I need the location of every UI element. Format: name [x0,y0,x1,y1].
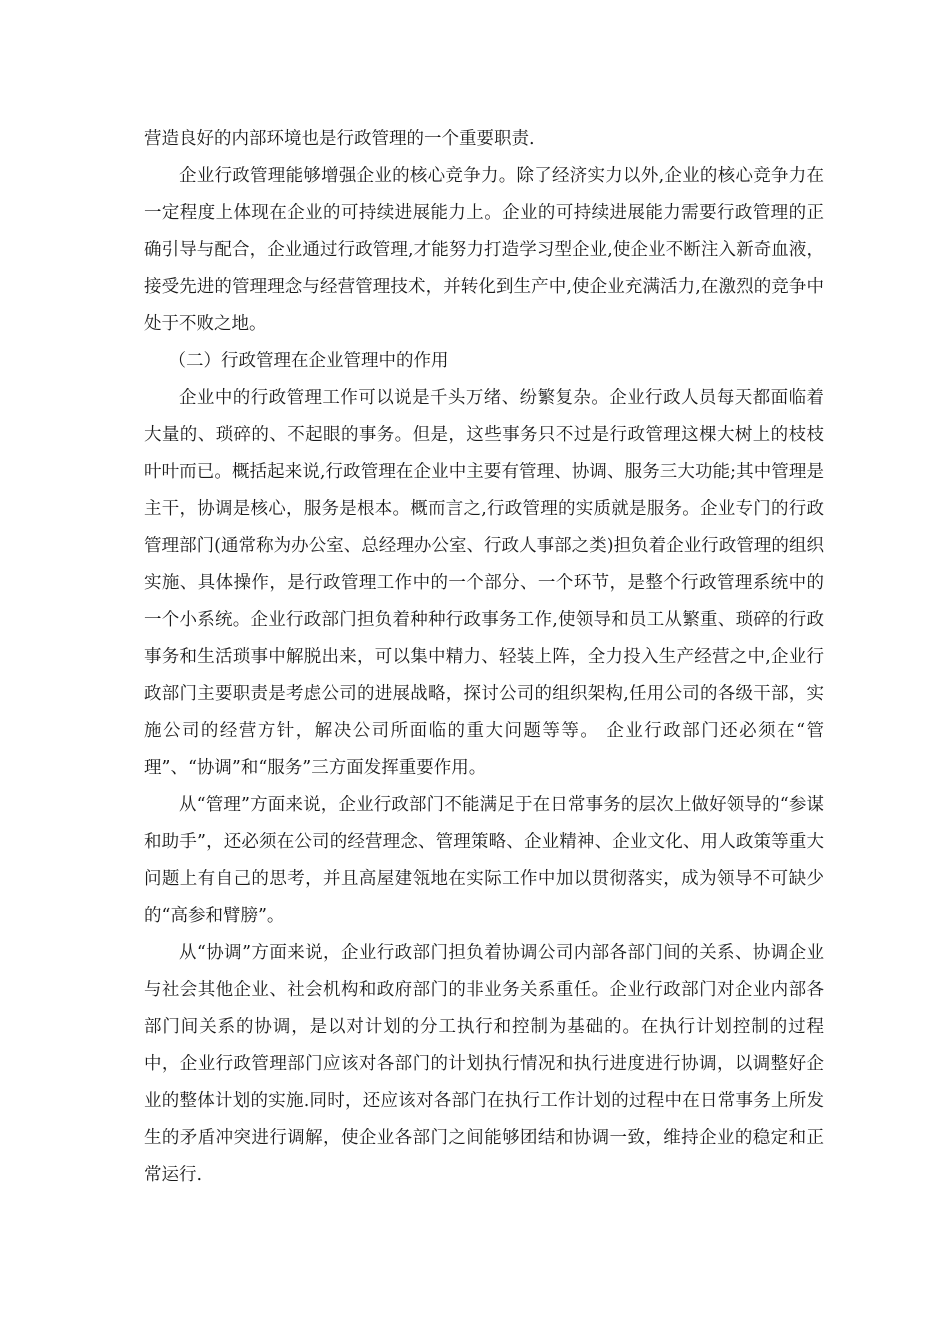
paragraph-continuation: 营造良好的内部环境也是行政管理的一个重要职责. [144,129,535,149]
paragraph-management-aspect: 从“管理”方面来说，企业行政部门不能满足于在日常事务的层次上做好领导的“参谋和助手”，还必须在公司的经营理念、管理策略、企业精神、企业文化、用人政策等重大问题上有自己的思考，并且高屋建瓴地在实际工作中加以贯彻落实，成为领导不可缺少的“高参和臂膀”。 [144,795,824,926]
document-body [144,121,824,1194]
section-heading: （二）行政管理在企业管理中的作用 [168,351,449,371]
paragraph-core-competitiveness: 企业行政管理能够增强企业的核心竞争力。除了经济实力以外,企业的核心竞争力在一定程度上体现在企业的可持续进展能力上。企业的可持续进展能力需要行政管理的正确引导与配合，企业通过行政管理,才能努力打造学习型企业,使企业不断注入新奇血液，接受先进的管理理念与经营管理技术，并转化到生产中,使企业充满活力,在激烈的竞争中处于不败之地。 [144,166,824,334]
paragraph-coordination-aspect: 从“协调”方面来说，企业行政部门担负着协调公司内部各部门间的关系、协调企业与社会其他企业、社会机构和政府部门的非业务关系重任。企业行政部门对企业内部各部门间关系的协调，是以对计划的分工执行和控制为基础的。在执行计划控制的过程中，企业行政管理部门应该对各部门的计划执行情况和执行进度进行协调，以调整好企业的整体计划的实施.同时，还应该对各部门在执行工作计划的过程中在日常事务上所发生的矛盾冲突进行调解，使企业各部门之间能够团结和协调一致，维持企业的稳定和正常运行. [144,943,824,1185]
paragraph-admin-functions: 企业中的行政管理工作可以说是千头万绪、纷繁复杂。企业行政人员每天都面临着大量的、琐碎的、不起眼的事务。但是，这些事务只不过是行政管理这棵大树上的枝枝叶叶而已。概括起来说,行政管理在企业中主要有管理、协调、服务三大功能;其中管理是主干，协调是核心，服务是根本。概而言之,行政管理的实质就是服务。企业专门的行政管理部门(通常称为办公室、总经理办公室、行政人事部之类)担负着企业行政管理的组织实施、具体操作，是行政管理工作中的一个部分、一个环节，是整个行政管理系统中的一个小系统。企业行政部门担负着种种行政事务工作,使领导和员工从繁重、琐碎的行政事务和生活琐事中解脱出来，可以集中精力、轻装上阵，全力投入生产经营之中,企业行政部门主要职责是考虑公司的进展战略，探讨公司的组织架构,任用公司的各级干部，实施公司的经营方针，解决公司所面临的重大问题等等。 企业行政部门还必须在“管理”、“协调”和“服务”三方面发挥重要作用。 [144,388,824,778]
